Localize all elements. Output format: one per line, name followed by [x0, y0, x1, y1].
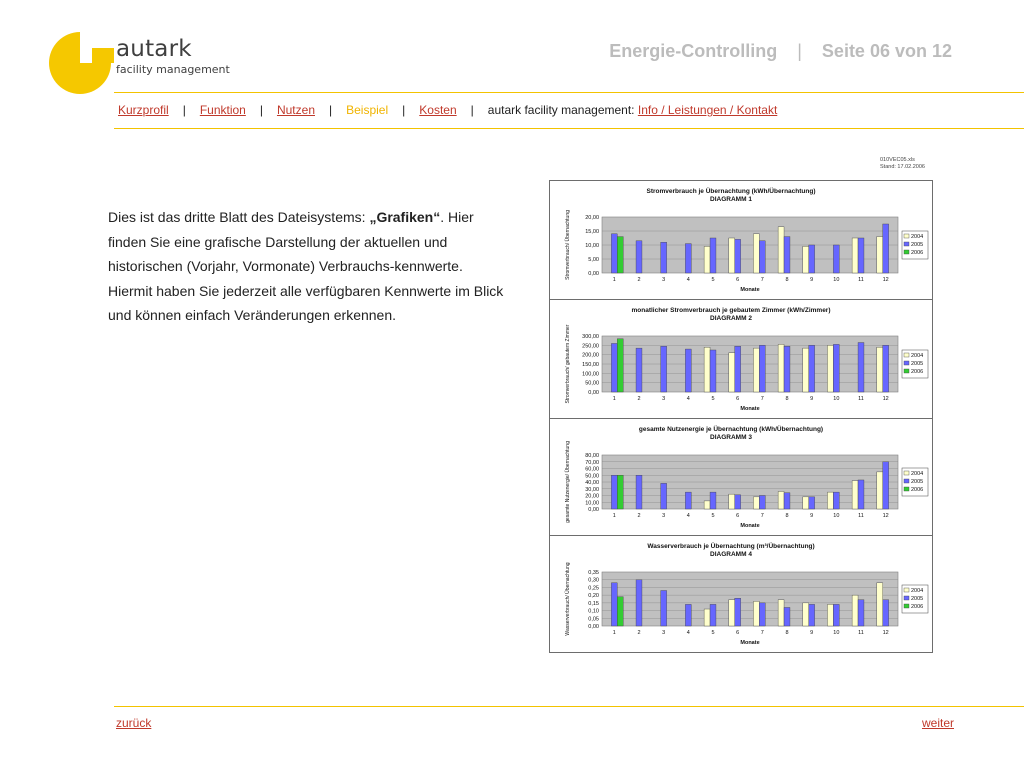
- x-tick-label: 1: [612, 630, 616, 636]
- bar-2005-12: [883, 224, 889, 273]
- bar-2004-12: [877, 347, 883, 392]
- bar-2005-7: [759, 603, 765, 626]
- x-tick-label: 8: [785, 513, 789, 519]
- bar-2004-8: [778, 491, 784, 509]
- bar-2004-11: [852, 481, 858, 509]
- bar-2004-5: [704, 609, 710, 626]
- x-tick-label: 8: [785, 277, 789, 283]
- y-tick-label: 80,00: [585, 453, 599, 459]
- bar-2005-9: [809, 245, 815, 273]
- legend-swatch-2006: [904, 369, 909, 373]
- bar-2005-1: [611, 475, 617, 509]
- legend-label-2004: 2004: [911, 588, 924, 594]
- x-tick-label: 5: [711, 630, 715, 636]
- x-tick-label: 4: [686, 630, 690, 636]
- y-tick-label: 0,00: [588, 624, 599, 630]
- x-tick-label: 6: [736, 396, 740, 402]
- bar-2004-9: [803, 497, 809, 509]
- footer-divider: [114, 706, 1024, 707]
- x-tick-label: 4: [686, 513, 690, 519]
- y-tick-label: 50,00: [585, 473, 599, 480]
- legend-swatch-2006: [904, 604, 909, 608]
- intro-paragraph: [108, 205, 508, 328]
- y-tick-label: 60,00: [585, 466, 599, 473]
- chart-svg: [550, 536, 932, 652]
- legend-swatch-2004: [904, 234, 909, 238]
- x-tick-label: 2: [637, 277, 641, 283]
- x-tick-label: 5: [711, 513, 715, 519]
- x-tick-label: 7: [760, 513, 764, 519]
- x-tick-label: 12: [882, 513, 889, 519]
- legend-swatch-2005: [904, 242, 909, 246]
- bar-2005-8: [784, 493, 790, 509]
- chart-title: gesamte Nutzenergie je Übernachtung (kWh/Übernachtung): [638, 426, 824, 433]
- bar-2004-7: [753, 234, 759, 273]
- y-tick-label: 40,00: [585, 480, 599, 486]
- bar-2005-3: [661, 591, 667, 626]
- x-tick-label: 3: [662, 630, 666, 636]
- intro-text-start: Dies ist das dritte Blatt des Dateisystems:: [108, 209, 370, 225]
- chart-svg: [550, 300, 932, 418]
- x-tick-label: 3: [662, 396, 666, 402]
- bar-2005-4: [685, 604, 691, 626]
- x-tick-label: 4: [686, 277, 690, 283]
- y-axis-label: gesamte Nutzenergie/ Übernachtung: [565, 441, 571, 523]
- y-tick-label: 100,00: [582, 371, 599, 378]
- page-header: [609, 41, 952, 62]
- legend-label-2005: 2005: [911, 242, 924, 248]
- bar-2005-10: [833, 344, 839, 392]
- bar-2005-3: [661, 346, 667, 392]
- bar-2004-6: [729, 238, 735, 273]
- x-tick-label: 2: [637, 630, 641, 636]
- bar-2004-9: [803, 246, 809, 273]
- x-axis-label: Monate: [740, 523, 760, 529]
- bar-2005-8: [784, 346, 790, 392]
- nav-company-link[interactable]: Info / Leistungen / Kontakt: [637, 103, 778, 117]
- bar-2005-3: [661, 242, 667, 273]
- intro-emphasis: „Grafiken“: [369, 209, 441, 225]
- main-nav: [118, 103, 777, 117]
- bar-2005-2: [636, 475, 642, 509]
- x-tick-label: 4: [686, 396, 690, 402]
- back-link[interactable]: zurück: [116, 716, 152, 730]
- x-tick-label: 3: [662, 513, 666, 519]
- bar-2006-1: [617, 237, 623, 273]
- x-tick-label: 7: [760, 396, 764, 402]
- y-tick-label: 0,05: [588, 616, 599, 623]
- nav-separator: |: [329, 103, 333, 117]
- y-axis-label: Stromverbrauch/ Übernachtung: [565, 210, 571, 280]
- x-axis-label: Monate: [740, 640, 760, 646]
- x-tick-label: 6: [736, 277, 740, 283]
- x-tick-label: 12: [882, 396, 889, 402]
- x-tick-label: 8: [785, 630, 789, 636]
- bar-2005-4: [685, 492, 691, 509]
- header-separator: |: [797, 41, 802, 61]
- chart-subtitle: DIAGRAMM 2: [710, 315, 752, 322]
- bar-2005-2: [636, 580, 642, 626]
- bar-2005-8: [784, 237, 790, 273]
- bar-2005-5: [710, 350, 716, 392]
- nav-item-nutzen[interactable]: Nutzen: [276, 103, 315, 117]
- bar-2005-5: [710, 604, 716, 626]
- x-tick-label: 1: [612, 277, 616, 283]
- bar-2005-11: [858, 600, 864, 626]
- chart-title: monatlicher Stromverbrauch je gebautem Zimmer (kWh/Zimmer): [631, 307, 831, 314]
- legend-swatch-2004: [904, 588, 909, 592]
- bar-2005-3: [661, 483, 667, 509]
- x-tick-label: 12: [882, 277, 889, 283]
- legend-label-2004: 2004: [911, 471, 924, 477]
- legend-swatch-2005: [904, 596, 909, 600]
- bar-2004-5: [704, 501, 710, 509]
- x-tick-label: 10: [833, 396, 840, 402]
- bar-2004-12: [877, 472, 883, 509]
- y-tick-label: 0,10: [588, 608, 599, 615]
- y-tick-label: 0,35: [588, 570, 599, 576]
- bar-2005-1: [611, 583, 617, 626]
- intro-text-end: . Hier finden Sie eine grafische Darstellung der aktuellen und historischen (Vorjahr, Vormonate) Verbrauchs-kennwerte. Hiermit haben Sie jederzeit alle verfügbaren Kennwerte im Blick und können einfach Veränderungen erkennen.: [108, 209, 504, 323]
- y-tick-label: 0,00: [588, 390, 599, 396]
- x-tick-label: 10: [833, 630, 840, 636]
- x-tick-label: 6: [736, 513, 740, 519]
- x-tick-label: 11: [858, 630, 864, 636]
- x-tick-label: 5: [711, 277, 715, 283]
- header-divider: [114, 92, 1024, 93]
- y-tick-label: 20,00: [585, 493, 599, 500]
- bar-2005-6: [735, 239, 741, 273]
- page-title: Energie-Controlling: [609, 41, 778, 61]
- bar-2005-7: [759, 345, 765, 392]
- y-tick-label: 10,00: [585, 500, 599, 507]
- chart-diagramm-2: [549, 299, 933, 419]
- chart-subtitle: DIAGRAMM 4: [710, 551, 752, 558]
- x-tick-label: 1: [612, 513, 616, 519]
- legend-swatch-2004: [904, 353, 909, 357]
- logo-tagline: facility management: [116, 63, 230, 76]
- file-meta: [880, 157, 925, 171]
- bar-2005-9: [809, 345, 815, 392]
- y-tick-label: 200,00: [582, 352, 599, 359]
- chart-diagramm-4: [549, 535, 933, 653]
- chart-diagramm-3: [549, 418, 933, 536]
- bar-2004-7: [753, 497, 759, 509]
- x-axis-label: Monate: [740, 287, 760, 293]
- bar-2005-2: [636, 241, 642, 273]
- legend-label-2004: 2004: [911, 234, 924, 240]
- x-tick-label: 11: [858, 513, 864, 519]
- x-tick-label: 8: [785, 396, 789, 402]
- file-date: Stand: 17.02.2006: [880, 164, 925, 170]
- y-tick-label: 0,30: [588, 577, 599, 584]
- next-link[interactable]: weiter: [921, 716, 954, 730]
- bar-2005-12: [883, 462, 889, 509]
- x-tick-label: 9: [810, 630, 814, 636]
- bar-2006-1: [617, 339, 623, 392]
- bar-2005-12: [883, 600, 889, 626]
- x-tick-label: 2: [637, 513, 641, 519]
- bar-2004-9: [803, 603, 809, 626]
- y-tick-label: 20,00: [585, 215, 599, 221]
- x-tick-label: 10: [833, 277, 840, 283]
- x-axis-label: Monate: [740, 406, 760, 412]
- y-tick-label: 150,00: [582, 362, 599, 368]
- chart-subtitle: DIAGRAMM 3: [710, 434, 752, 441]
- bar-2005-11: [858, 480, 864, 509]
- bar-2005-7: [759, 241, 765, 273]
- y-tick-label: 15,00: [585, 229, 599, 235]
- bar-2004-6: [729, 494, 735, 509]
- y-tick-label: 0,25: [588, 585, 599, 592]
- bar-2005-1: [611, 343, 617, 392]
- legend-label-2005: 2005: [911, 361, 924, 367]
- page-indicator: Seite 06 von 12: [821, 41, 952, 61]
- bar-2004-12: [877, 583, 883, 626]
- x-tick-label: 6: [736, 630, 740, 636]
- bar-2004-6: [729, 353, 735, 392]
- chart-subtitle: DIAGRAMM 1: [710, 196, 752, 203]
- y-tick-label: 0,00: [588, 507, 599, 513]
- nav-item-beispiel-active: Beispiel: [346, 103, 389, 117]
- y-tick-label: 50,00: [585, 380, 599, 387]
- bar-2005-4: [685, 244, 691, 273]
- bar-2005-11: [858, 238, 864, 273]
- legend-swatch-2005: [904, 479, 909, 483]
- bar-2004-8: [778, 344, 784, 392]
- y-tick-label: 70,00: [585, 459, 599, 466]
- logo-wordmark: autark: [116, 36, 192, 62]
- bar-2005-7: [759, 496, 765, 510]
- bar-2004-12: [877, 237, 883, 273]
- nav-item-funktion[interactable]: Funktion: [199, 103, 246, 117]
- x-tick-label: 9: [810, 513, 814, 519]
- logo-text: [116, 36, 230, 76]
- chart-svg: [550, 181, 932, 299]
- nav-separator: |: [402, 103, 406, 117]
- chart-title: Wasserverbrauch je Übernachtung (m³/Übernachtung): [647, 543, 815, 550]
- bar-2004-10: [827, 345, 833, 392]
- chart-title: Stromverbrauch je Übernachtung (kWh/Übernachtung): [646, 188, 816, 195]
- bar-2004-11: [852, 238, 858, 273]
- bar-2004-8: [778, 227, 784, 273]
- legend-label-2005: 2005: [911, 479, 924, 485]
- nav-separator: |: [259, 103, 263, 117]
- bar-2004-6: [729, 600, 735, 626]
- x-tick-label: 7: [760, 630, 764, 636]
- y-tick-label: 300,00: [582, 334, 599, 340]
- bar-2004-8: [778, 600, 784, 626]
- nav-item-kosten[interactable]: Kosten: [419, 103, 457, 117]
- y-tick-label: 0,00: [588, 271, 599, 277]
- bar-2005-9: [809, 604, 815, 626]
- legend-label-2006: 2006: [911, 250, 924, 256]
- nav-company-prefix: autark facility management:: [487, 103, 635, 117]
- bar-2006-1: [617, 597, 623, 626]
- nav-divider: [114, 128, 1024, 129]
- y-tick-label: 0,20: [588, 593, 599, 600]
- y-tick-label: 5,00: [588, 257, 599, 263]
- nav-item-kurzprofil[interactable]: Kurzprofil: [118, 103, 169, 117]
- legend-swatch-2006: [904, 250, 909, 254]
- y-axis-label: Stromverbrauch/ gebautem Zimmer: [565, 324, 571, 404]
- bar-2004-5: [704, 347, 710, 392]
- bar-2004-10: [827, 492, 833, 509]
- y-tick-label: 10,00: [585, 243, 599, 249]
- bar-2004-10: [827, 604, 833, 626]
- legend-label-2005: 2005: [911, 596, 924, 602]
- x-tick-label: 5: [711, 396, 715, 402]
- y-tick-label: 0,15: [588, 600, 599, 607]
- legend-label-2006: 2006: [911, 369, 924, 375]
- bar-2004-5: [704, 246, 710, 273]
- x-tick-label: 1: [612, 396, 616, 402]
- legend-label-2004: 2004: [911, 353, 924, 359]
- legend-label-2006: 2006: [911, 604, 924, 610]
- legend-swatch-2005: [904, 361, 909, 365]
- bar-2005-5: [710, 492, 716, 509]
- file-name: 010VEC05.xls: [880, 157, 915, 163]
- bar-2004-7: [753, 601, 759, 626]
- bar-2005-2: [636, 348, 642, 392]
- y-tick-label: 30,00: [585, 486, 599, 493]
- bar-2004-11: [852, 595, 858, 626]
- bar-2005-5: [710, 238, 716, 273]
- legend-swatch-2006: [904, 487, 909, 491]
- bar-2005-10: [833, 492, 839, 509]
- bar-2005-1: [611, 234, 617, 273]
- legend-swatch-2004: [904, 471, 909, 475]
- bar-2005-9: [809, 497, 815, 509]
- bar-2005-4: [685, 349, 691, 392]
- nav-separator: |: [182, 103, 186, 117]
- y-axis-label: Wasserverbrauch/ Übernachtung: [565, 562, 571, 636]
- bar-2004-7: [753, 348, 759, 392]
- bar-2005-10: [833, 604, 839, 626]
- bar-2005-6: [735, 495, 741, 509]
- x-tick-label: 3: [662, 277, 666, 283]
- bar-2005-12: [883, 345, 889, 392]
- bar-2005-6: [735, 598, 741, 626]
- bar-2005-6: [735, 346, 741, 392]
- chart-svg: [550, 419, 932, 535]
- y-tick-label: 250,00: [582, 343, 599, 350]
- x-tick-label: 11: [858, 277, 864, 283]
- chart-diagramm-1: [549, 180, 933, 300]
- x-tick-label: 11: [858, 396, 864, 402]
- x-tick-label: 12: [882, 630, 889, 636]
- x-tick-label: 9: [810, 277, 814, 283]
- x-tick-label: 2: [637, 396, 641, 402]
- x-tick-label: 9: [810, 396, 814, 402]
- bar-2005-11: [858, 343, 864, 392]
- bar-2006-1: [617, 475, 623, 509]
- x-tick-label: 10: [833, 513, 840, 519]
- bar-2004-9: [803, 348, 809, 392]
- legend-label-2006: 2006: [911, 487, 924, 493]
- nav-separator: |: [470, 103, 474, 117]
- bar-2005-8: [784, 607, 790, 626]
- bar-2005-10: [833, 245, 839, 273]
- x-tick-label: 7: [760, 277, 764, 283]
